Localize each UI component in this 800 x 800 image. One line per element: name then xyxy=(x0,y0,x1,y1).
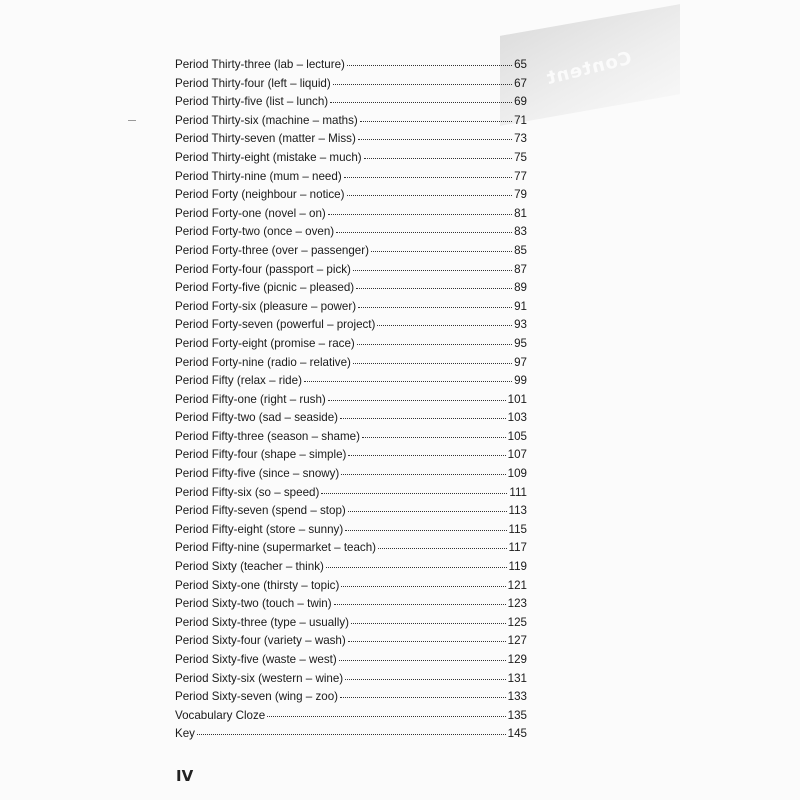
toc-entry-title: Period Sixty-one (thirsty – topic) xyxy=(175,578,340,592)
toc-entry-page: 73 xyxy=(514,132,527,146)
toc-entry-title: Period Fifty-six (so – speed) xyxy=(175,485,320,499)
dot-leader xyxy=(353,270,512,271)
dot-leader xyxy=(377,325,512,326)
toc-entry-page: 85 xyxy=(514,243,527,257)
dot-leader xyxy=(371,251,512,252)
toc-entry-title: Period Forty-nine (radio – relative) xyxy=(175,355,351,369)
toc-entry-page: 129 xyxy=(507,653,527,666)
toc-entry-title: Period Forty-five (picnic – pleased) xyxy=(175,281,355,295)
toc-entry-title: Vocabulary Cloze xyxy=(175,708,266,722)
dot-leader xyxy=(344,177,512,178)
toc-entry-page: 77 xyxy=(514,169,527,183)
dot-leader xyxy=(341,586,505,587)
toc-entry-page: 99 xyxy=(514,374,527,388)
toc-entry-title: Period Sixty-seven (wing – zoo) xyxy=(175,690,339,704)
toc-entry-title: Period Sixty-four (variety – wash) xyxy=(175,634,346,648)
toc-entry-title: Period Fifty-four (shape – simple) xyxy=(175,448,347,462)
toc-entry-page: 113 xyxy=(508,504,527,518)
toc-entry-title: Period Fifty-three (season – shame) xyxy=(175,429,360,443)
toc-entry xyxy=(175,616,527,635)
dot-leader xyxy=(339,660,506,661)
toc-entry xyxy=(175,523,527,542)
toc-entry-title: Key xyxy=(175,727,195,741)
toc-entry-title: Period Fifty-five (since – snowy) xyxy=(175,467,340,481)
toc-entry xyxy=(175,95,527,114)
toc-entry-title: Period Thirty-nine (mum – need) xyxy=(175,169,342,183)
toc-entry-page: 105 xyxy=(507,429,527,443)
dot-leader xyxy=(197,734,506,735)
toc-entry-title: Period Thirty-seven (matter – Miss) xyxy=(175,132,356,146)
toc-entry xyxy=(175,690,527,709)
dot-leader xyxy=(351,623,506,624)
toc-entry xyxy=(175,170,527,189)
toc-entry-page: 89 xyxy=(514,281,527,295)
toc-entry-page: 101 xyxy=(507,392,527,406)
toc-entry xyxy=(175,393,527,412)
toc-entry-page: 75 xyxy=(514,150,527,164)
dot-leader xyxy=(348,511,507,512)
toc-entry-page: 65 xyxy=(514,58,527,71)
dot-leader xyxy=(304,381,512,382)
dot-leader xyxy=(321,493,507,494)
toc-entry xyxy=(175,281,527,300)
toc-entry-page: 135 xyxy=(507,708,527,722)
toc-entry xyxy=(175,504,527,523)
toc-entry-page: 133 xyxy=(507,690,527,704)
toc-entry xyxy=(175,374,527,393)
dot-leader xyxy=(356,288,512,289)
toc-entry xyxy=(175,634,527,653)
toc-entry-title: Period Sixty-three (type – usually) xyxy=(175,615,349,629)
dot-leader xyxy=(345,679,505,680)
toc-entry-title: Period Forty-two (once – oven) xyxy=(175,225,335,239)
toc-entry-title: Period Thirty-eight (mistake – much) xyxy=(175,150,362,164)
toc-entry-title: Period Fifty-nine (supermarket – teach) xyxy=(175,541,377,555)
toc-entry-title: Period Thirty-three (lab – lecture) xyxy=(175,58,345,71)
toc-entry-page: 103 xyxy=(507,411,527,425)
dot-leader xyxy=(358,139,512,140)
dot-leader xyxy=(378,548,506,549)
toc-entry xyxy=(175,430,527,449)
contents-tab-label: Content xyxy=(543,47,634,90)
toc-entry xyxy=(175,653,527,672)
toc-entry xyxy=(175,132,527,151)
toc-entry-page: 91 xyxy=(514,299,527,313)
toc-entry-page: 127 xyxy=(507,634,527,648)
toc-entry-page: 87 xyxy=(514,262,527,276)
toc-entry-title: Period Forty-three (over – passenger) xyxy=(175,243,369,257)
dot-leader xyxy=(341,474,505,475)
toc-entry-page: 121 xyxy=(507,578,527,592)
toc-entry-title: Period Fifty (relax – ride) xyxy=(175,374,302,388)
toc-entry xyxy=(175,560,527,579)
dot-leader xyxy=(348,641,506,642)
dot-leader xyxy=(328,214,512,215)
toc-entry-page: 79 xyxy=(514,188,527,202)
toc-entry-title: Period Forty (neighbour – notice) xyxy=(175,188,345,202)
toc-entry-title: Period Fifty-eight (store – sunny) xyxy=(175,522,344,536)
toc-entry-title: Period Sixty-five (waste – west) xyxy=(175,653,337,666)
toc-entry xyxy=(175,225,527,244)
toc-entry xyxy=(175,300,527,319)
toc-entry-title: Period Forty-four (passport – pick) xyxy=(175,262,351,276)
toc-entry xyxy=(175,541,527,560)
toc-entry xyxy=(175,448,527,467)
dot-leader xyxy=(340,418,506,419)
toc-entry-page: 93 xyxy=(514,318,527,332)
toc-entry-page: 97 xyxy=(514,355,527,369)
toc-entry xyxy=(175,467,527,486)
dot-leader xyxy=(330,102,512,103)
toc-entry xyxy=(175,579,527,598)
toc-entry-title: Period Forty-one (novel – on) xyxy=(175,206,326,220)
toc-entry xyxy=(175,207,527,226)
toc-entry-title: Period Thirty-five (list – lunch) xyxy=(175,95,329,109)
toc-entry-page: 67 xyxy=(514,76,527,90)
toc-entry-title: Period Fifty-two (sad – seaside) xyxy=(175,411,339,425)
dot-leader xyxy=(347,65,512,66)
dot-leader xyxy=(267,716,505,717)
toc-entry-page: 71 xyxy=(514,113,527,127)
toc-entry-page: 109 xyxy=(507,467,527,481)
toc-entry-title: Period Fifty-seven (spend – stop) xyxy=(175,504,346,518)
toc-entry-title: Period Sixty-six (western – wine) xyxy=(175,671,344,685)
toc-entry xyxy=(175,188,527,207)
toc-entry-title: Period Fifty-one (right – rush) xyxy=(175,392,326,406)
toc-entry xyxy=(175,58,527,77)
dot-leader xyxy=(340,697,506,698)
toc-entry xyxy=(175,263,527,282)
toc-entry-page: 123 xyxy=(507,597,527,611)
dot-leader xyxy=(364,158,512,159)
dot-leader xyxy=(348,455,505,456)
toc-entry xyxy=(175,318,527,337)
toc-entry-title: Period Thirty-six (machine – maths) xyxy=(175,113,358,127)
toc-entry-page: 95 xyxy=(514,336,527,350)
toc-entry xyxy=(175,114,527,133)
dot-leader xyxy=(357,344,512,345)
toc-entry xyxy=(175,244,527,263)
toc-entry-page: 69 xyxy=(514,95,527,109)
toc-entry-page: 115 xyxy=(508,522,527,536)
page-number: IV xyxy=(176,767,194,785)
toc-entry-title: Period Forty-eight (promise – race) xyxy=(175,336,355,350)
table-of-contents xyxy=(175,58,527,746)
toc-entry xyxy=(175,356,527,375)
dot-leader xyxy=(347,195,513,196)
dot-leader xyxy=(345,530,506,531)
toc-entry xyxy=(175,337,527,356)
dot-leader xyxy=(326,567,507,568)
dot-leader xyxy=(353,363,512,364)
toc-entry xyxy=(175,709,527,728)
toc-entry-page: 81 xyxy=(514,206,527,220)
toc-entry xyxy=(175,597,527,616)
toc-entry xyxy=(175,151,527,170)
toc-entry-page: 119 xyxy=(508,560,527,574)
toc-entry-page: 145 xyxy=(507,727,527,741)
toc-entry-page: 125 xyxy=(507,615,527,629)
toc-entry xyxy=(175,486,527,505)
margin-mark xyxy=(128,120,136,121)
toc-entry-title: Period Forty-six (pleasure – power) xyxy=(175,299,357,313)
toc-entry-title: Period Sixty-two (touch – twin) xyxy=(175,597,332,611)
toc-entry-title: Period Forty-seven (powerful – project) xyxy=(175,318,376,332)
toc-entry-page: 117 xyxy=(508,541,527,555)
dot-leader xyxy=(328,400,506,401)
toc-entry xyxy=(175,727,527,746)
toc-entry-title: Period Thirty-four (left – liquid) xyxy=(175,76,331,90)
toc-entry xyxy=(175,411,527,430)
dot-leader xyxy=(333,84,512,85)
dot-leader xyxy=(336,232,512,233)
toc-entry xyxy=(175,77,527,96)
dot-leader xyxy=(362,437,506,438)
toc-entry-page: 111 xyxy=(509,485,527,499)
toc-entry-page: 107 xyxy=(507,448,527,462)
dot-leader xyxy=(334,604,506,605)
dot-leader xyxy=(358,307,512,308)
toc-entry-page: 83 xyxy=(514,225,527,239)
toc-entry-title: Period Sixty (teacher – think) xyxy=(175,560,324,574)
toc-entry xyxy=(175,672,527,691)
toc-entry-page: 131 xyxy=(507,671,527,685)
dot-leader xyxy=(360,121,512,122)
